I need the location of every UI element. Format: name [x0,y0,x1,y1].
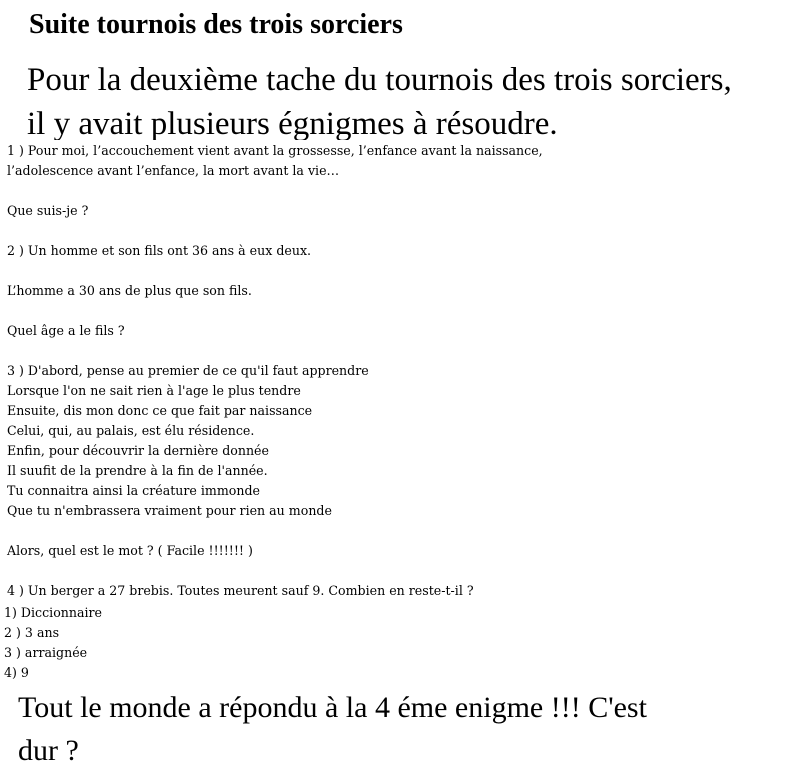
intro-line-1: Pour la deuxième tache du tournois des trois sorciers, [27,62,732,98]
riddle-1-line-2: l’adolescence avant l’enfance, la mort avant la vie… [7,163,340,178]
answer-item: 4) 9 [4,665,29,680]
riddles-section [7,141,543,601]
intro-line-2: il y avait plusieurs égnigmes à résoudre. [27,106,558,140]
riddle-3-line: Lorsque l'on ne sait rien à l'age le plus tendre [7,383,301,398]
riddle-2-question: Quel âge a le fils ? [7,323,125,338]
riddle-3-question: Alors, quel est le mot ? ( Facile !!!!!!! ) [7,543,253,558]
riddle-1-question: Que suis-je ? [7,203,89,218]
riddle-2-line-1: 2 ) Un homme et son fils ont 36 ans à eux deux. [7,243,312,258]
spacer [7,341,543,361]
answers-list [4,603,102,683]
riddle-3-line: Tu connaitra ainsi la créature immonde [7,483,260,498]
spacer [7,221,543,241]
closing-remark [18,686,647,772]
spacer [7,561,543,581]
riddle-2-line-2: L’homme a 30 ans de plus que son fils. [7,283,252,298]
closing-line-1: Tout le monde a répondu à la 4 éme enigme !!! C'est [18,691,647,724]
intro-paragraph [27,58,732,140]
riddle-1-line-1: 1 ) Pour moi, l’accouchement vient avant la grossesse, l’enfance avant la naissance, [7,143,543,158]
spacer [7,181,543,201]
answer-item: 1) Diccionnaire [4,605,103,620]
riddle-3-line: Ensuite, dis mon donc ce que fait par naissance [7,403,313,418]
page-title: Suite tournois des trois sorciers [29,9,403,40]
riddle-3-line: 3 ) D'abord, pense au premier de ce qu'il faut apprendre [7,363,369,378]
closing-line-2: dur ? [18,734,79,767]
riddle-3-line: Que tu n'embrassera vraiment pour rien au monde [7,503,332,518]
spacer [7,261,543,281]
answer-item: 3 ) arraignée [4,645,88,660]
riddle-4-line: 4 ) Un berger a 27 brebis. Toutes meurent sauf 9. Combien en reste-t-il ? [7,583,474,598]
spacer [7,301,543,321]
riddle-3-line: Celui, qui, au palais, est élu résidence. [7,423,255,438]
riddle-3-line: Enfin, pour découvrir la dernière donnée [7,443,269,458]
spacer [7,521,543,541]
riddle-3-line: Il suufit de la prendre à la fin de l'année. [7,463,268,478]
answer-item: 2 ) 3 ans [4,625,60,640]
